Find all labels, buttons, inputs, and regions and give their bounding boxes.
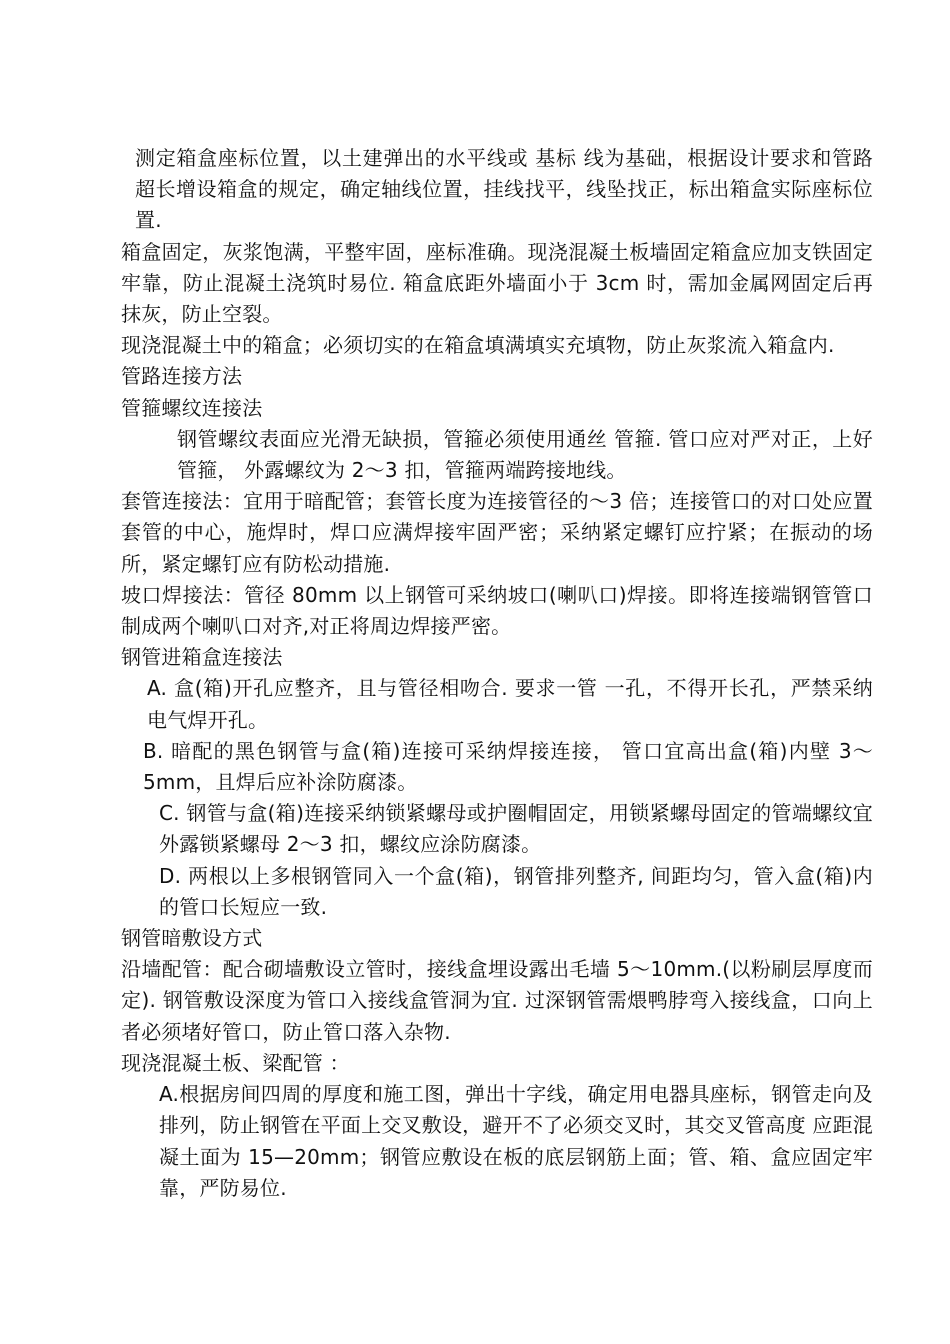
list-item-d-multiple-pipes: D. 两根以上多根钢管同入一个盒(箱)，钢管排列整齐, 间距均匀，管入盒(箱)内的管口长短应一致. xyxy=(159,863,873,919)
paragraph-bevel-welding: 坡口焊接法：管径 80mm 以上钢管可采纳坡口(喇叭口)焊接。即将连接端钢管管口制成两个喇叭口对齐,对正将周边焊接严密。 xyxy=(121,582,873,639)
document-body xyxy=(121,143,873,1204)
list-item-a-slab-layout: A.根据房间四周的厚度和施工图，弹出十字线，确定用电器具座标，钢管走向及排列，防止钢管在平面上交叉敷设，避开不了必须交叉时，其交叉管高度 应距混凝土面为 15—20mm；钢管应敷设在板的底层钢筋上面；管、箱、盒应固定牢靠，严防易位. xyxy=(159,1082,873,1200)
heading-concealed-laying: 钢管暗敷设方式 xyxy=(121,926,263,951)
heading-coupling-thread-connection: 管箍螺纹连接法 xyxy=(121,395,263,420)
paragraph-sleeve-connection: 套管连接法：宜用于暗配管；套管长度为连接管径的～3 倍；连接管口的对口处应置套管的中心，施焊时，焊口应满焊接牢固严密；采纳紧定螺钉应拧紧；在振动的场所，紧定螺钉应有防松动措施. xyxy=(121,489,873,576)
heading-pipe-connection-methods: 管路连接方法 xyxy=(121,364,243,389)
paragraph-thread-surface: 钢管螺纹表面应光滑无缺损，管箍必须使用通丝 管箍. 管口应对严对正，上好管箍， 外露螺纹为 2～3 扣，管箍两端跨接地线。 xyxy=(177,426,873,483)
list-item-b-welding: B. 暗配的黑色钢管与盒(箱)连接可采纳焊接连接， 管口宜高出盒(箱)内壁 3～5mm，且焊后应补涂防腐漆。 xyxy=(143,738,873,795)
list-item-a-opening: A. 盒(箱)开孔应整齐，且与管径相吻合. 要求一管 一孔，不得开长孔，严禁采纳电气焊开孔。 xyxy=(147,676,873,732)
paragraph-box-coordinate: 测定箱盒座标位置，以土建弹出的水平线或 基标 线为基础，根据设计要求和管路超长增设箱盒的规定，确定轴线位置，挂线找平，线坠找正，标出箱盒实际座标位置. xyxy=(135,146,873,233)
paragraph-wall-piping: 沿墙配管：配合砌墙敷设立管时，接线盒埋设露出毛墙 5～10mm.(以粉刷层厚度而定). 钢管敷设深度为管口入接线盒管洞为宜. 过深钢管需煨鸭脖弯入接线盒，口向上者必须堵好管口，防止管口落入杂物. xyxy=(121,957,873,1044)
list-item-c-locknut: C. 钢管与盒(箱)连接采纳锁紧螺母或护圈帽固定，用锁紧螺母固定的管端螺纹宜外露锁紧螺母 2～3 扣，螺纹应涂防腐漆。 xyxy=(159,801,873,857)
heading-slab-beam-piping: 现浇混凝土板、梁配管 ： xyxy=(121,1050,350,1075)
heading-pipe-into-box: 钢管进箱盒连接法 xyxy=(121,645,283,670)
paragraph-box-fixing: 箱盒固定，灰浆饱满，平整牢固，座标准确。现浇混凝土板墙固定箱盒应加支铁固定牢靠，防止混凝土浇筑时易位. 箱盒底距外墙面小于 3cm 时，需加金属网固定后再抹灰，防止空裂。 xyxy=(121,239,873,327)
paragraph-cast-in-place-box: 现浇混凝土中的箱盒；必须切实的在箱盒填满填实充填物，防止灰浆流入箱盒内. xyxy=(121,333,835,358)
